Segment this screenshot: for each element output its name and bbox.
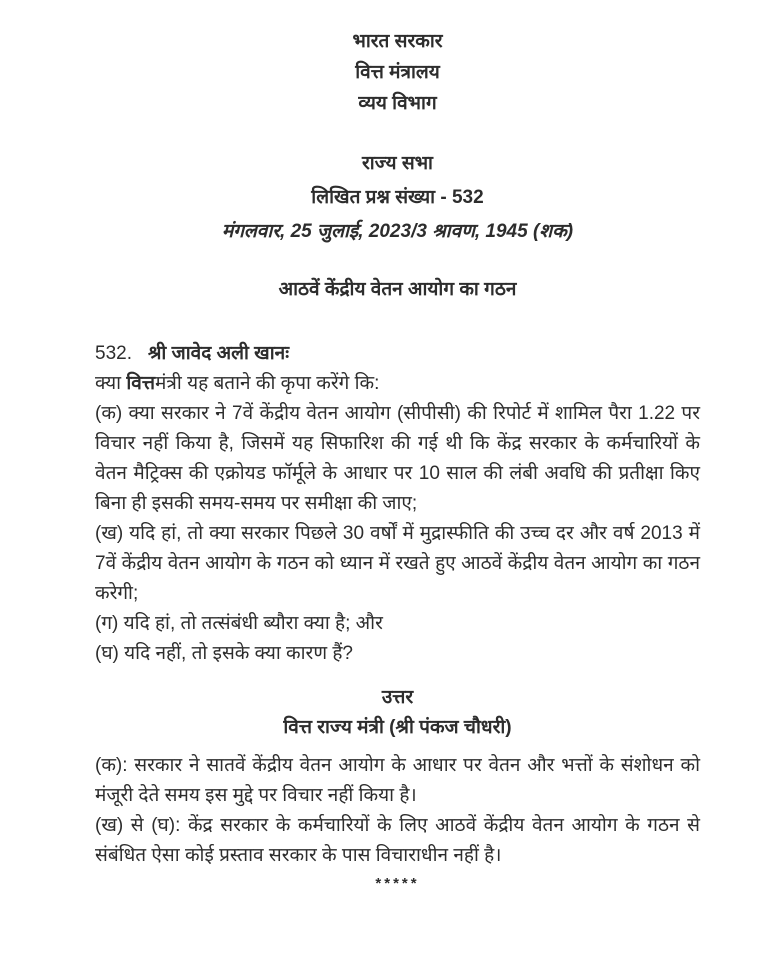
- question-block: [95, 339, 700, 669]
- answer-block: [95, 751, 700, 871]
- house-name: राज्य सभा: [362, 153, 433, 174]
- question-intro-bold: वित्त: [126, 373, 156, 394]
- minister-name: वित्त राज्य मंत्री (श्री पंकज चौधरी): [283, 717, 512, 738]
- answer-para-b-d: (ख) से (घ): केंद्र सरकार के कर्मचारियों के लिए आठवें केंद्रीय वेतन आयोग के गठन से संबंधित ऐसा कोई प्रस्ताव सरकार के पास विचाराधीन नहीं है।: [95, 815, 700, 866]
- question-number-line: लिखित प्रश्न संख्या - 532: [311, 187, 484, 208]
- answer-heading: उत्तर: [381, 687, 414, 708]
- question-part-c: (ग) यदि हां, तो तत्संबंधी ब्यौरा क्या है; और: [95, 613, 383, 634]
- header-government: भारत सरकार: [352, 31, 443, 52]
- question-asker: श्री जावेद अली खानः: [147, 343, 290, 364]
- question-intro: [95, 369, 700, 399]
- answer-para-a: (क): सरकार ने सातवें केंद्रीय वेतन आयोग के आधार पर वेतन और भत्तों के संशोधन को मंजूरी देते समय इस मुद्दे पर विचार नहीं किया है।: [95, 755, 700, 806]
- question-intro-prefix: क्या: [95, 373, 127, 394]
- question-part-a: (क) क्या सरकार ने 7वें केंद्रीय वेतन आयोग (सीपीसी) की रिपोर्ट में शामिल पैरा 1.22 पर विचार नहीं किया है, जिसमें यह सिफारिश की गई थी कि केंद्र सरकार के कर्मचारियों के वेतन मैट्रिक्स की एक्रोयड फॉर्मूले के आधार पर 10 साल की लंबी अवधि की प्रतीक्षा किए बिना ही इसकी समय-समय पर समीक्षा की जाए;: [95, 403, 700, 514]
- question-part-b: (ख) यदि हां, तो क्या सरकार पिछले 30 वर्षों में मुद्रास्फीति की उच्च दर और वर्ष 2013 में 7वें केंद्रीय वेतन आयोग के गठन को ध्यान में रखते हुए आठवें केंद्रीय वेतन आयोग का गठन करेगी;: [95, 523, 700, 604]
- question-asker-line: [95, 339, 700, 369]
- answer-header: [95, 683, 700, 743]
- header-department: व्यय विभाग: [358, 93, 437, 114]
- subject-title: आठवें केंद्रीय वेतन आयोग का गठन: [278, 279, 517, 300]
- date-line: मंगलवार, 25 जुलाई, 2023/3 श्रावण, 1945 (शक): [221, 221, 574, 242]
- header-ministry: वित्त मंत्रालय: [355, 62, 440, 83]
- document-header: [95, 26, 700, 119]
- question-part-d: (घ) यदि नहीं, तो इसके क्या कारण हैं?: [95, 643, 353, 664]
- session-info: [95, 147, 700, 249]
- footer-stars: *****: [375, 875, 420, 892]
- question-number: 532.: [95, 343, 132, 364]
- question-intro-suffix: मंत्री यह बताने की कृपा करेंगे कि:: [155, 373, 380, 394]
